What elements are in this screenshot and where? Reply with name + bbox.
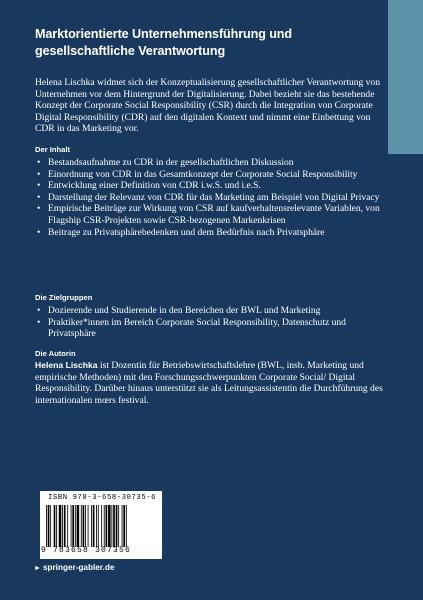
- list-item: • Entwicklung einer Definition von CDR i.w.S. und i.e.S.: [35, 180, 387, 192]
- autorin-heading: Die Autorin: [35, 349, 76, 358]
- barcode-box: [40, 491, 162, 559]
- list-item: • Empirische Beiträge zur Wirkung von CSR auf kaufverhaltensrelevante Variablen, von Flagship CSR-Projekten sowie CSR-bezogenen Markenkrisen: [35, 203, 387, 226]
- website-link[interactable]: [34, 563, 114, 572]
- list-item: • Einordnung von CDR in das Gesamtkonzept der Corporate Social Responsibility: [35, 169, 387, 181]
- author-bio: [35, 360, 387, 406]
- inhalt-heading: Der Inhalt: [35, 145, 71, 154]
- author-name: Helena Lischka: [35, 360, 98, 370]
- author-text: ist Dozentin für Betriebswirtschaftslehre (BWL, insb. Marketing und empirische Methoden) mit den Forschungsschwerpunkten Corporate Social/ Digital Responsibility. Darüber hinaus unterstützt sie als Leitungsassistentin die Durchführung des internationalen mœrs festival.: [35, 360, 383, 406]
- isbn-label: ISBN 978-3-658-30735-6: [48, 494, 157, 502]
- book-title: Marktorientierte Unternehmensführung und gesellschaftliche Verantwortung: [35, 27, 292, 58]
- list-item: • Darstellung der Relevanz von CDR für das Marketing am Beispiel von Digital Privacy: [35, 192, 387, 204]
- accent-stripe: [388, 0, 423, 154]
- list-item: • Bestandsaufnahme zu CDR in der gesellschaftlichen Diskussion: [35, 157, 387, 169]
- list-item: • Praktiker*innen im Bereich Corporate Social Responsibility, Datenschutz und Privatsphäre: [35, 317, 387, 340]
- website-label: springer-gabler.de: [42, 563, 115, 572]
- inhalt-list: [35, 157, 387, 238]
- barcode-digits: 9 783658 307356: [41, 546, 132, 555]
- zielgruppen-list: [35, 305, 387, 340]
- list-item: • Beitrage zu Privatsphärebedenken und dem Bedürfnis nach Privatsphäre: [35, 227, 387, 239]
- arrow-right-icon: ►: [34, 565, 41, 572]
- intro-paragraph: Helena Lischka widmet sich der Konzeptualisierung gesellschaftlicher Verantwortung von Unternehmen vor dem Hintergrund der Digitalisierung. Dabei bezieht sie das bestehende Konzept der Corporate Social Responsibility (CSR) durch die Integration von Corporate Digital Responsibility (CDR) auf den digitalen Kontext und nimmt eine Einbettung von CDR in das Marketing vor.: [35, 77, 380, 135]
- zielgruppen-heading: Die Zielgruppen: [35, 293, 93, 302]
- barcode-icon: [46, 505, 156, 547]
- list-item: • Dozierende und Studierende in den Bereichen der BWL und Marketing: [35, 305, 387, 317]
